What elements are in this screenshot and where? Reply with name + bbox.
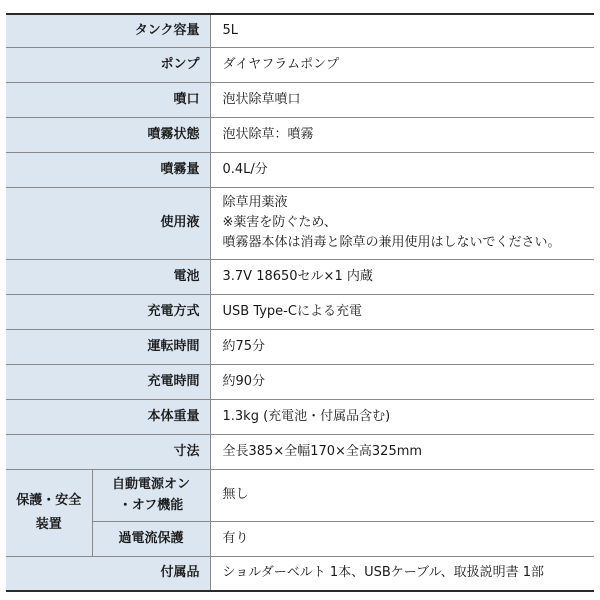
spec-value-line: 噴霧器本体は消毒と除草の兼用使用はしないでください。 xyxy=(222,235,561,250)
spec-value-line: 泡状除草噴口 xyxy=(222,91,301,107)
spec-label: 噴霧量 xyxy=(6,152,210,187)
spec-row xyxy=(6,259,594,294)
spec-label: 寸法 xyxy=(6,434,210,469)
spec-value xyxy=(210,259,594,294)
protection-sub-label-line: 自動電源オン xyxy=(111,477,190,492)
spec-value-line: ※薬害を防ぐため、 xyxy=(222,215,337,230)
spec-value xyxy=(210,14,594,47)
spec-label: タンク容量 xyxy=(6,14,210,47)
spec-label: 充電方式 xyxy=(6,294,210,329)
protection-value: 無し xyxy=(210,469,594,521)
spec-value xyxy=(210,364,594,399)
protection-row xyxy=(6,469,594,521)
spec-value-line: 泡状除草：噴霧 xyxy=(222,126,314,142)
spec-value-line: USB Type-Cによる充電 xyxy=(222,303,362,319)
spec-label: 噴霧状態 xyxy=(6,117,210,152)
spec-value xyxy=(210,117,594,152)
protection-value: 有り xyxy=(210,521,594,556)
spec-value-line: 約75分 xyxy=(222,338,266,354)
spec-row xyxy=(6,399,594,434)
spec-value-line: 3.7V 18650セル×1 内蔵 xyxy=(222,268,373,284)
protection-row xyxy=(6,521,594,556)
spec-label: 運転時間 xyxy=(6,329,210,364)
protection-group-label-line: 保護・安全 xyxy=(16,492,82,508)
spec-label: 噴口 xyxy=(6,82,210,117)
spec-value-line: 除草用薬液 xyxy=(222,195,288,210)
spec-value xyxy=(210,329,594,364)
protection-group-label-line: 装置 xyxy=(35,516,62,532)
spec-row xyxy=(6,47,594,82)
spec-table xyxy=(6,13,594,592)
protection-sub-label xyxy=(92,521,210,556)
accessories-row xyxy=(6,556,594,591)
spec-row xyxy=(6,117,594,152)
spec-value-line: 5L xyxy=(222,22,239,38)
protection-sub-label xyxy=(92,469,210,521)
spec-row xyxy=(6,364,594,399)
spec-table-body xyxy=(6,14,594,591)
protection-group-label xyxy=(6,469,92,556)
spec-row xyxy=(6,152,594,187)
spec-row xyxy=(6,434,594,469)
spec-label: 本体重量 xyxy=(6,399,210,434)
spec-row xyxy=(6,294,594,329)
accessories-value: ショルダーベルト 1本、USBケーブル、取扱説明書 1部 xyxy=(210,556,594,591)
spec-value xyxy=(210,399,594,434)
spec-value xyxy=(210,47,594,82)
spec-row xyxy=(6,187,594,259)
spec-label: ポンプ xyxy=(6,47,210,82)
spec-value xyxy=(210,187,594,259)
spec-value xyxy=(210,82,594,117)
spec-value xyxy=(210,434,594,469)
protection-sub-label-line: 過電流保護 xyxy=(118,531,184,546)
accessories-label: 付属品 xyxy=(6,556,210,591)
spec-row xyxy=(6,329,594,364)
spec-label: 電池 xyxy=(6,259,210,294)
spec-value-line: ダイヤフラムポンプ xyxy=(222,56,340,72)
spec-label: 充電時間 xyxy=(6,364,210,399)
spec-label: 使用液 xyxy=(6,187,210,259)
spec-value xyxy=(210,294,594,329)
spec-value xyxy=(210,152,594,187)
spec-value-line: 1.3kg (充電池・付属品含む) xyxy=(222,408,391,424)
spec-value-line: 全長385×全幅170×全高325mm xyxy=(222,443,423,459)
spec-value-line: 0.4L/分 xyxy=(222,161,268,177)
spec-row xyxy=(6,82,594,117)
spec-row xyxy=(6,14,594,47)
protection-sub-label-line: ・オフ機能 xyxy=(118,498,184,513)
spec-value-line: 約90分 xyxy=(222,373,266,389)
